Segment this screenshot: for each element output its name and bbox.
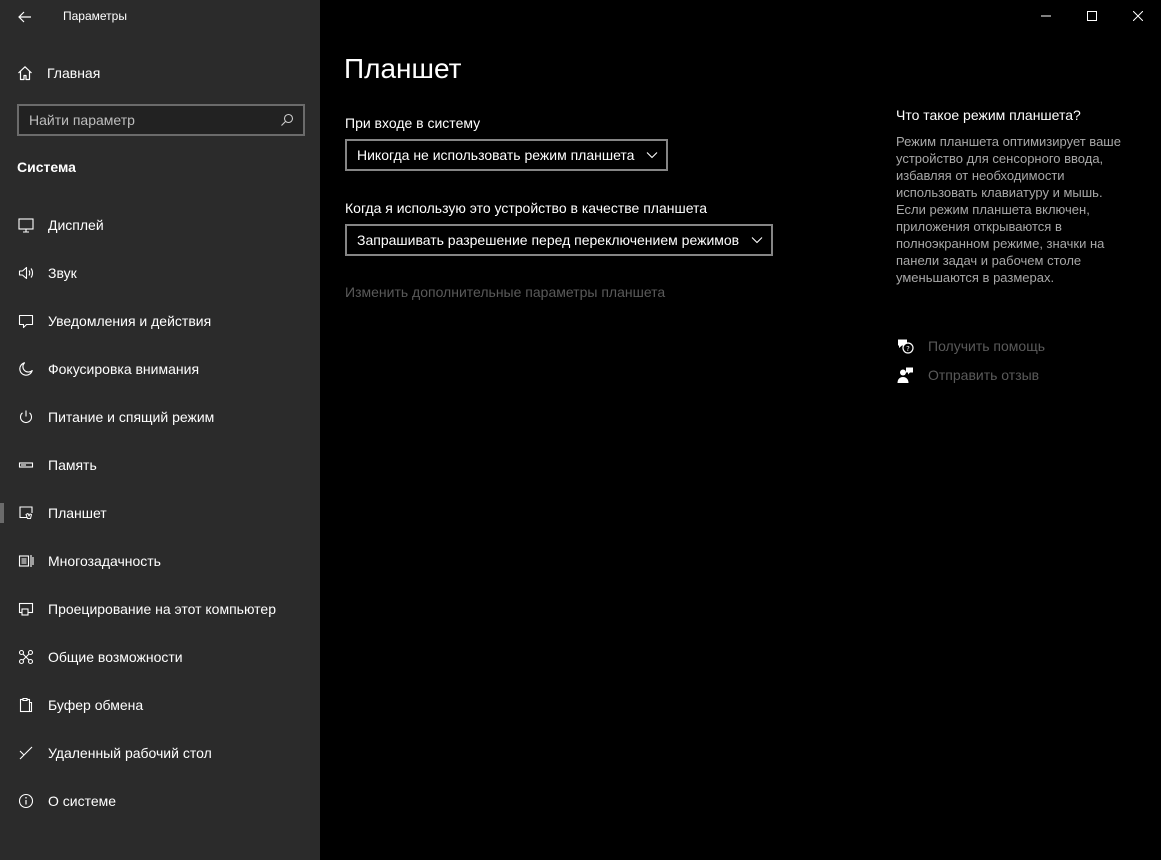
remote-desktop-icon: [17, 744, 35, 762]
sidebar-item-projecting[interactable]: [0, 585, 320, 633]
sidebar-item-label: Память: [48, 457, 97, 473]
chevron-down-icon: [751, 236, 763, 244]
minimize-button[interactable]: [1023, 0, 1069, 32]
sidebar-nav: [0, 201, 320, 825]
get-help-link[interactable]: [896, 337, 1045, 355]
monitor-icon: [17, 216, 35, 234]
sidebar-item-label: Планшет: [48, 505, 107, 521]
sidebar-item-label: Питание и спящий режим: [48, 409, 215, 425]
home-label: Главная: [47, 65, 101, 81]
help-aside: [896, 107, 1136, 286]
info-icon: [17, 792, 35, 810]
signin-mode-dropdown[interactable]: [345, 139, 668, 171]
sidebar-item-label: Дисплей: [48, 217, 104, 233]
search-box[interactable]: [17, 104, 305, 136]
tablet-icon: [17, 504, 35, 522]
sidebar-item-notifications[interactable]: [0, 297, 320, 345]
send-feedback-link[interactable]: [896, 366, 1039, 384]
back-button[interactable]: [8, 4, 42, 30]
sidebar-item-tablet[interactable]: [0, 489, 320, 537]
help-chat-icon: [896, 337, 914, 355]
search-input[interactable]: [29, 112, 275, 128]
sidebar-item-label: Многозадачность: [48, 553, 161, 569]
notification-icon: [17, 312, 35, 330]
maximize-button[interactable]: [1069, 0, 1115, 32]
search-icon[interactable]: [275, 108, 299, 132]
sidebar-item-shared-experiences[interactable]: [0, 633, 320, 681]
clipboard-icon: [17, 696, 35, 714]
signin-label: При входе в систему: [345, 115, 481, 131]
advanced-tablet-settings-link[interactable]: Изменить дополнительные параметры планшета: [345, 284, 666, 300]
switch-mode-dropdown[interactable]: [345, 224, 773, 256]
power-icon: [17, 408, 35, 426]
sidebar-item-label: Фокусировка внимания: [48, 361, 200, 377]
close-button[interactable]: [1115, 0, 1161, 32]
svg-text:?: ?: [906, 345, 910, 353]
sidebar-item-display[interactable]: [0, 201, 320, 249]
projecting-icon: [17, 600, 35, 618]
sidebar-item-label: Уведомления и действия: [48, 313, 212, 329]
sidebar-item-about[interactable]: [0, 777, 320, 825]
send-feedback-label: Отправить отзыв: [928, 367, 1040, 383]
sidebar-item-clipboard[interactable]: [0, 681, 320, 729]
titlebar-left: [0, 0, 320, 32]
minimize-icon: [1041, 11, 1051, 21]
sidebar-item-label: Проецирование на этот компьютер: [48, 601, 276, 617]
multitasking-icon: [17, 552, 35, 570]
signin-mode-value: Никогда не использовать режим планшета: [357, 147, 635, 163]
close-icon: [1133, 11, 1143, 21]
aside-title: Что такое режим планшета?: [896, 107, 1081, 123]
app-title: Параметры: [63, 9, 127, 23]
sidebar-item-label: Общие возможности: [48, 649, 183, 665]
sidebar-item-label: О системе: [48, 793, 117, 809]
chevron-down-icon: [646, 151, 658, 159]
maximize-icon: [1087, 11, 1097, 21]
sidebar-item-label: Буфер обмена: [48, 697, 144, 713]
sidebar-item-storage[interactable]: [0, 441, 320, 489]
section-label: Система: [17, 159, 76, 175]
sidebar-item-multitasking[interactable]: [0, 537, 320, 585]
sidebar-item-home[interactable]: [0, 56, 320, 90]
speaker-icon: [17, 264, 35, 282]
sidebar-item-sound[interactable]: [0, 249, 320, 297]
storage-icon: [17, 456, 35, 474]
sidebar-item-label: Удаленный рабочий стол: [48, 745, 212, 761]
moon-icon: [17, 360, 35, 378]
get-help-label: Получить помощь: [928, 338, 1046, 354]
usage-label: Когда я использую это устройство в качестве планшета: [345, 200, 708, 216]
switch-mode-value: Запрашивать разрешение перед переключением режимов: [357, 232, 740, 248]
sidebar-item-label: Звук: [48, 265, 77, 281]
back-arrow-icon: [18, 11, 32, 23]
sidebar-item-remote-desktop[interactable]: [0, 729, 320, 777]
page-title: Планшет: [344, 53, 462, 84]
sidebar: [0, 0, 320, 860]
window-controls: [1023, 0, 1161, 32]
aside-text: Режим планшета оптимизирует ваше устройство для сенсорного ввода, избавляя от необходимости использовать клавиатуру и мышь. Если режим планшета включен, приложения открываются в полноэкранном режиме, значки на панели задач и рабочем столе уменьшаются в размерах.: [896, 134, 1121, 285]
feedback-icon: [896, 366, 914, 384]
shared-experiences-icon: [17, 648, 35, 666]
sidebar-item-focus-assist[interactable]: [0, 345, 320, 393]
sidebar-item-power[interactable]: [0, 393, 320, 441]
home-icon: [17, 65, 33, 81]
